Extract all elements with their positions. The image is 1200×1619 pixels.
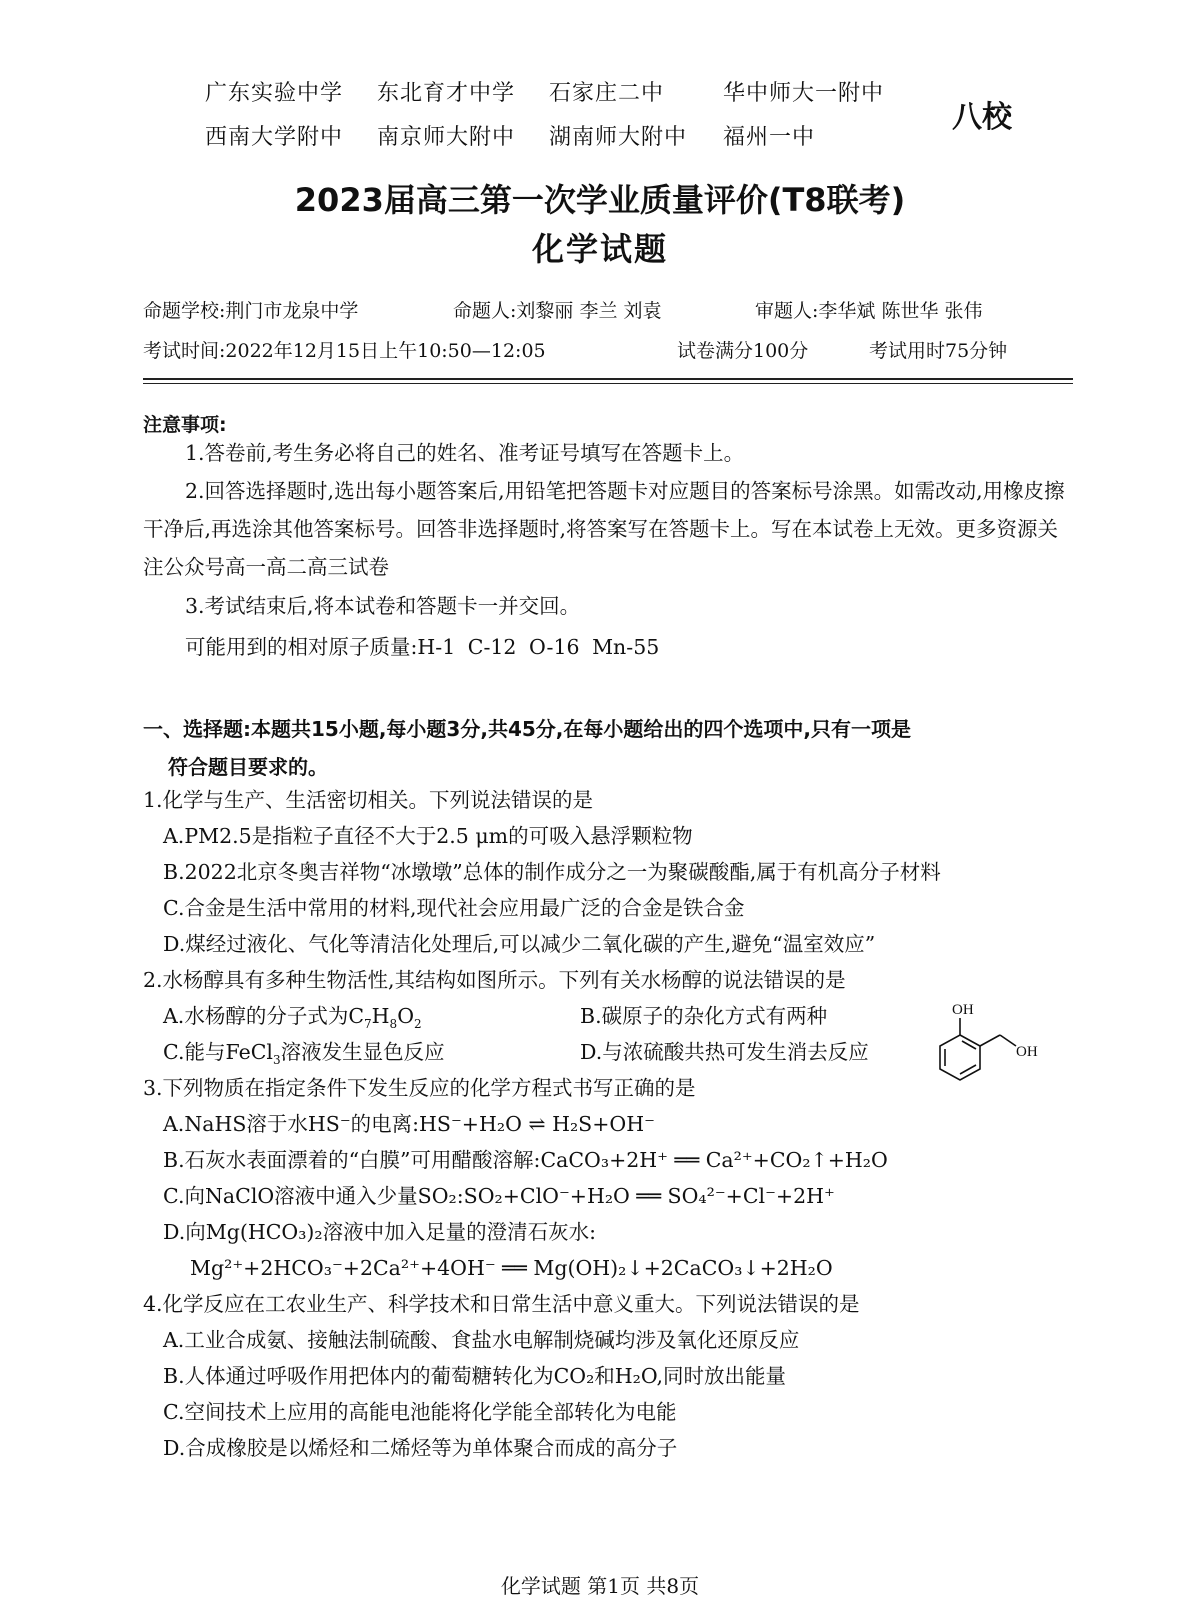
bond (980, 1035, 1000, 1046)
school-name: 湖南师大附中 (549, 125, 688, 150)
subscript: 7 (364, 1017, 372, 1032)
divider (143, 383, 1073, 384)
school-name: 福州一中 (723, 125, 816, 150)
school-name: 南京师大附中 (377, 125, 516, 150)
question-1-option-c: C.合金是生活中常用的材料,现代社会应用最广泛的合金是铁合金 (163, 896, 745, 920)
question-2-option-b: B.碳原子的杂化方式有两种 (580, 1004, 828, 1028)
exam-title: 2023届高三第一次学业质量评价(T8联考) (294, 181, 906, 219)
question-1-option-b: B.2022北京冬奥吉祥物“冰墩墩”总体的制作成分之一为聚碳酸酯,属于有机高分子材料 (163, 860, 941, 884)
notice-heading: 注意事项: (143, 414, 227, 436)
question-3-option-c: C.向NaClO溶液中通入少量SO₂:SO₂+ClO⁻+H₂O ══ SO₄²⁻+Cl⁻+2H⁺ (163, 1184, 835, 1208)
school-name: 广东实验中学 (205, 81, 344, 106)
school-name: 西南大学附中 (205, 125, 344, 150)
page-footer: 化学试题 第1页 共8页 (500, 1574, 700, 1598)
question-2-option-c (163, 1033, 445, 1071)
notice-item-2: 2.回答选择题时,选出每小题答案后,用铅笔把答题卡对应题目的答案标号涂黑。如需改动,用橡皮擦干净后,再选涂其他答案标号。回答非选择题时,将答案写在答题卡上。写在本试卷上无效。更多资源关注公众号高一高二高三试卷 (143, 479, 1065, 579)
setter-school: 命题学校:荆门市龙泉中学 (143, 300, 359, 322)
question-2-option-d: D.与浓硫酸共热可发生消去反应 (580, 1040, 869, 1064)
hydroxyl-label: OH (1016, 1044, 1038, 1060)
divider (143, 378, 1073, 380)
question-2-option-a (163, 997, 422, 1035)
q2a-text: A.水杨醇的分子式为C (163, 1004, 365, 1028)
hydroxyl-label: OH (952, 1002, 974, 1018)
question-4-option-c: C.空间技术上应用的高能电池能将化学能全部转化为电能 (163, 1400, 677, 1424)
question-3-option-d: D.向Mg(HCO₃)₂溶液中加入足量的澄清石灰水: (163, 1220, 597, 1244)
eight-schools-label: 八校 (952, 100, 1012, 135)
notice-item-1: 1.答卷前,考生务必将自己的姓名、准考证号填写在答题卡上。 (185, 441, 745, 465)
notice-item-3: 3.考试结束后,将本试卷和答题卡一并交回。 (185, 594, 581, 618)
question-3-option-b: B.石灰水表面漂着的“白膜”可用醋酸溶解:CaCO₃+2H⁺ ══ Ca²⁺+CO₂↑+H₂O (163, 1148, 888, 1172)
question-3-option-d-equation: Mg²⁺+2HCO₃⁻+2Ca²⁺+4OH⁻ ══ Mg(OH)₂↓+2CaCO₃↓+2H₂O (190, 1256, 833, 1280)
question-4-option-d: D.合成橡胶是以烯烃和二烯烃等为单体聚合而成的高分子 (163, 1436, 678, 1460)
subscript: 2 (414, 1017, 422, 1032)
question-1-stem: 1.化学与生产、生活密切相关。下列说法错误的是 (143, 788, 594, 812)
school-row-2 (205, 116, 925, 160)
reviewers: 审题人:李华斌 陈世华 张伟 (755, 300, 983, 322)
atomic-masses: 可能用到的相对原子质量:H-1 C-12 O-16 Mn-55 (185, 635, 660, 659)
question-1-option-a: A.PM2.5是指粒子直径不大于2.5 μm的可吸入悬浮颗粒物 (163, 824, 693, 848)
question-1-option-d: D.煤经过液化、气化等清洁化处理后,可以减少二氧化碳的产生,避免“温室效应” (163, 932, 876, 956)
school-row-1 (205, 72, 925, 116)
school-name: 东北育才中学 (377, 81, 516, 106)
question-4-stem: 4.化学反应在工农业生产、科学技术和日常生活中意义重大。下列说法错误的是 (143, 1292, 860, 1316)
question-4-option-b: B.人体通过呼吸作用把体内的葡萄糖转化为CO₂和H₂O,同时放出能量 (163, 1364, 787, 1388)
school-name: 石家庄二中 (549, 81, 665, 106)
question-3-option-a: A.NaHS溶于水HS⁻的电离:HS⁻+H₂O ⇌ H₂S+OH⁻ (163, 1112, 655, 1136)
bond (1000, 1035, 1016, 1046)
subscript: 3 (272, 1053, 281, 1068)
q2c-text: 溶液发生显色反应 (280, 1040, 445, 1064)
question-3-stem: 3.下列物质在指定条件下发生反应的化学方程式书写正确的是 (143, 1076, 696, 1100)
exam-time: 考试时间:2022年12月15日上午10:50—12:05 (143, 340, 546, 362)
q2c-text: C.能与FeCl (163, 1040, 273, 1064)
full-score: 试卷满分100分 (677, 340, 809, 362)
q2a-text: O (397, 1004, 414, 1028)
section-heading: 一、选择题:本题共15小题,每小题3分,共45分,在每小题给出的四个选项中,只有一项是 (143, 717, 911, 741)
school-name: 华中师大一附中 (723, 81, 885, 106)
subject-title: 化学试题 (531, 230, 668, 268)
setters: 命题人:刘黎丽 李兰 刘袁 (453, 300, 662, 322)
section-heading-2: 符合题目要求的。 (168, 755, 328, 779)
subscript: 8 (389, 1017, 398, 1032)
school-list (205, 72, 925, 160)
question-2-stem: 2.水杨醇具有多种生物活性,其结构如图所示。下列有关水杨醇的说法错误的是 (143, 968, 846, 992)
question-4-option-a: A.工业合成氨、接触法制硫酸、食盐水电解制烧碱均涉及氧化还原反应 (163, 1328, 800, 1352)
exam-duration: 考试用时75分钟 (869, 340, 1008, 362)
q2a-text: H (371, 1004, 390, 1028)
